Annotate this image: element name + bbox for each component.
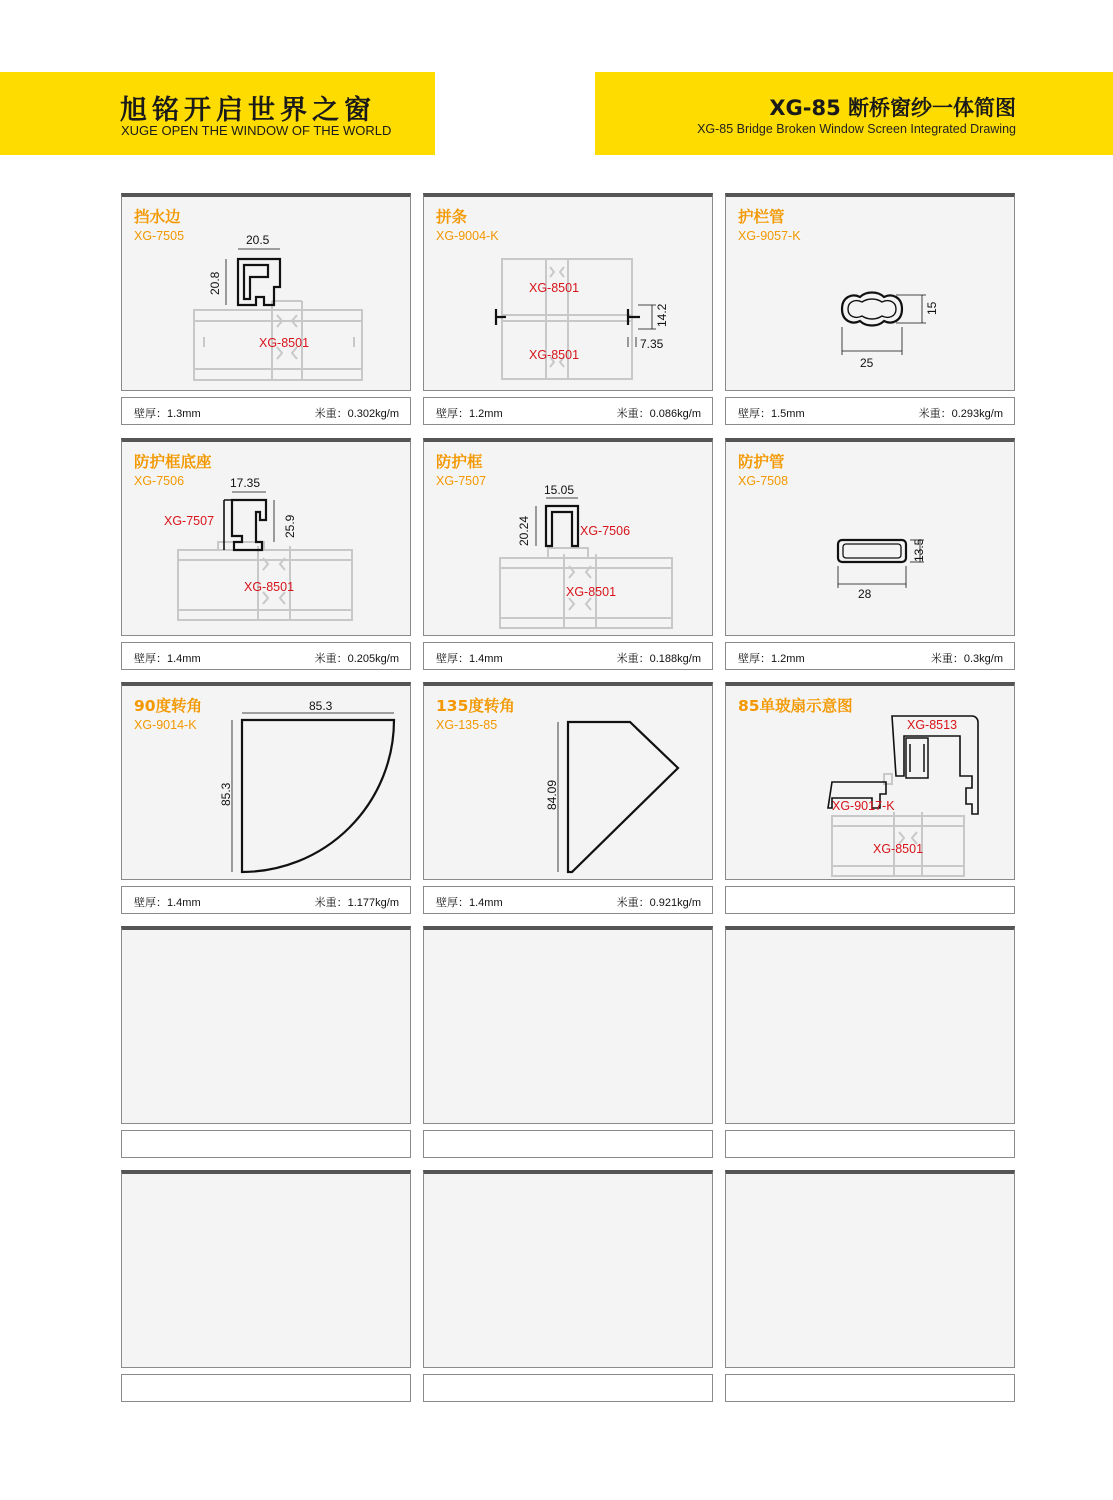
meter-weight: 米重：0.302kg/m: [314, 408, 399, 420]
empty-spec-row: [725, 1130, 1015, 1158]
profile-drawing: [424, 686, 714, 880]
profile-drawing: [122, 686, 412, 880]
empty-spec-row: [725, 1374, 1015, 1402]
brand-title-cn: 旭铭开启世界之窗: [120, 95, 376, 126]
brand-banner: [0, 72, 435, 155]
meter-weight: 米重：0.205kg/m: [314, 653, 399, 665]
page-title-cn: XG-85 断桥窗纱一体简图: [769, 96, 1016, 120]
empty-card: [121, 926, 411, 1124]
dim-height: 14.2: [655, 303, 669, 327]
ref-label-bottom: XG-8501: [529, 348, 580, 362]
profile-card-guardrail-tube: [725, 193, 1015, 391]
wall-thickness: 壁厚：1.5mm: [738, 408, 805, 420]
dim-width: 20.5: [246, 233, 270, 247]
profile-card-guard-frame-base: [121, 438, 411, 636]
empty-card: [725, 1170, 1015, 1368]
profile-code: XG-9014-K: [134, 718, 197, 732]
wall-thickness: 壁厚：1.2mm: [436, 408, 503, 420]
spec-row: [423, 642, 713, 670]
ref-label: XG-8501: [259, 336, 310, 350]
ref-label-bottom: XG-8501: [873, 842, 924, 856]
spec-row: [121, 397, 411, 425]
title-banner: [595, 72, 1113, 155]
empty-spec-row: [121, 1130, 411, 1158]
wall-thickness: 壁厚：1.4mm: [436, 653, 503, 665]
meter-weight: 米重：0.293kg/m: [918, 408, 1003, 420]
ref-label-right: XG-7506: [580, 524, 631, 538]
wall-thickness: 壁厚：1.4mm: [436, 897, 503, 909]
profile-card-water-edge: [121, 193, 411, 391]
dim-width: 85.3: [309, 699, 333, 713]
dim-height: 20.24: [517, 515, 531, 546]
ref-label-top: XG-8501: [529, 281, 580, 295]
ref-label: XG-8501: [566, 585, 617, 599]
empty-card: [423, 1170, 713, 1368]
profile-name: 护栏管: [738, 208, 785, 226]
profile-card-135-corner: [423, 682, 713, 880]
dim-height: 25.9: [283, 514, 297, 538]
profile-code: XG-9057-K: [738, 229, 801, 243]
empty-spec-row: [423, 1130, 713, 1158]
dim-width: 17.35: [230, 476, 261, 490]
dim-width: 7.35: [640, 337, 664, 351]
profile-name: 挡水边: [134, 208, 181, 226]
ref-label-left: XG-9017-K: [832, 799, 895, 813]
profile-card-single-glass-sash: [725, 682, 1015, 880]
dim-height: 84.09: [545, 779, 559, 810]
empty-spec-row: [423, 1374, 713, 1402]
profile-name: 防护框底座: [134, 453, 212, 471]
profile-card-guard-tube: [725, 438, 1015, 636]
wall-thickness: 壁厚：1.4mm: [134, 897, 201, 909]
profile-drawing: [726, 197, 1016, 391]
page-title-en: XG-85 Bridge Broken Window Screen Integrated Drawing: [697, 122, 1016, 136]
spec-row: [725, 397, 1015, 425]
profile-name: 135度转角: [436, 697, 515, 715]
empty-card: [121, 1170, 411, 1368]
wall-thickness: 壁厚：1.4mm: [134, 653, 201, 665]
profile-drawing: [424, 442, 714, 636]
profile-name: 防护管: [738, 453, 785, 471]
ref-label-top: XG-8513: [907, 718, 958, 732]
spec-row-empty: [725, 886, 1015, 914]
profile-card-guard-frame: [423, 438, 713, 636]
empty-spec-row: [121, 1374, 411, 1402]
profile-name: 拼条: [436, 208, 468, 226]
profile-drawing: [726, 686, 1016, 880]
profile-code: XG-7507: [436, 474, 487, 488]
brand-title-en: XUGE OPEN THE WINDOW OF THE WORLD: [121, 123, 392, 138]
profile-card-90-corner: [121, 682, 411, 880]
profile-code: XG-7508: [738, 474, 789, 488]
profile-code: XG-135-85: [436, 718, 498, 732]
profile-drawing: [122, 197, 412, 391]
spec-row: [121, 886, 411, 914]
empty-card: [725, 926, 1015, 1124]
spec-row: [423, 886, 713, 914]
profile-code: XG-9004-K: [436, 229, 499, 243]
profile-name: 防护框: [436, 453, 483, 471]
profile-drawing: [726, 442, 1016, 636]
meter-weight: 米重：0.086kg/m: [616, 408, 701, 420]
meter-weight: 米重：1.177kg/m: [314, 897, 399, 909]
spec-row: [121, 642, 411, 670]
ref-label: XG-8501: [244, 580, 295, 594]
dim-height: 20.8: [208, 271, 222, 295]
dim-width: 15.05: [544, 483, 575, 497]
profile-card-joint-strip: [423, 193, 713, 391]
dim-width: 28: [858, 587, 872, 601]
meter-weight: 米重：0.188kg/m: [616, 653, 701, 665]
ref-label-left: XG-7507: [164, 514, 215, 528]
profile-name: 90度转角: [134, 697, 203, 715]
dim-width: 25: [860, 356, 874, 370]
meter-weight: 米重：0.3kg/m: [930, 653, 1003, 665]
profile-code: XG-7505: [134, 229, 185, 243]
empty-card: [423, 926, 713, 1124]
wall-thickness: 壁厚：1.2mm: [738, 653, 805, 665]
profile-name: 85单玻扇示意图: [738, 697, 853, 715]
spec-row: [423, 397, 713, 425]
profile-drawing: [122, 442, 412, 636]
meter-weight: 米重：0.921kg/m: [616, 897, 701, 909]
wall-thickness: 壁厚：1.3mm: [134, 408, 201, 420]
profile-code: XG-7506: [134, 474, 185, 488]
profile-drawing: [424, 197, 714, 391]
spec-row: [725, 642, 1015, 670]
dim-height: 13.5: [912, 538, 926, 562]
dim-height: 15: [925, 301, 939, 315]
dim-height: 85.3: [219, 782, 233, 806]
